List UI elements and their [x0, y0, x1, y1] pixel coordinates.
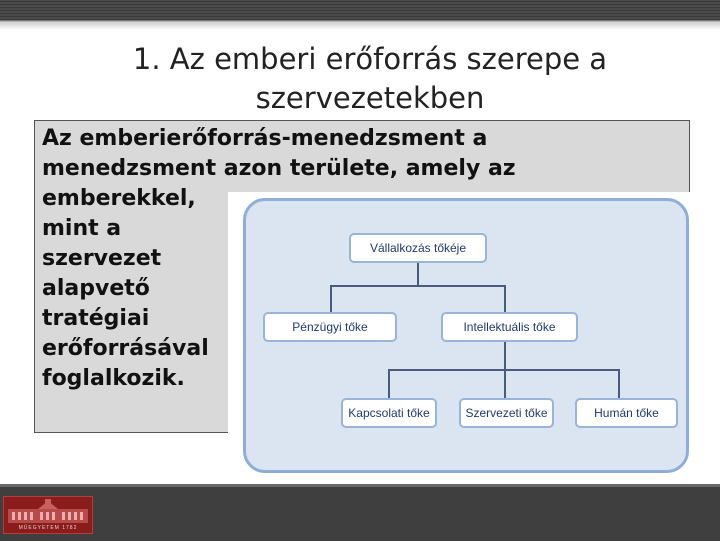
- body-line: erőforrásával: [42, 336, 209, 361]
- body-line: szervezet: [42, 246, 162, 271]
- body-line: mint a: [42, 216, 122, 241]
- body-line: emberekkel,: [42, 186, 196, 211]
- title-line-1: 1. Az emberi erőforrás szerepe a: [132, 42, 608, 76]
- node-kapcsolati-toke: Kapcsolati tőke: [341, 398, 437, 428]
- body-line: menedzsment azon területe, amely az: [42, 156, 516, 181]
- university-logo: [3, 496, 93, 534]
- connector-to-human: [618, 369, 620, 398]
- logo-caption: MŰEGYETEM 1782: [18, 525, 78, 531]
- connector-to-intellektualis: [504, 285, 506, 312]
- node-penzugyi-toke: Pénzügyi tőke: [263, 312, 397, 342]
- node-szervezeti-toke: Szervezeti tőke: [459, 398, 554, 428]
- slide-title: [60, 40, 680, 118]
- connector-to-penzugyi: [330, 285, 332, 312]
- building-icon: [4, 497, 92, 527]
- connector-to-kapcsolati: [388, 369, 390, 398]
- top-band-gradient: [0, 20, 720, 36]
- body-line: Az emberierőforrás-menedzsment a: [42, 126, 488, 151]
- connector-to-szervezeti: [504, 369, 506, 398]
- capital-hierarchy-diagram: [243, 198, 689, 473]
- top-decorative-band: [0, 0, 720, 20]
- body-line: tratégiai: [42, 306, 150, 331]
- node-vallalkozas-tokeje: Vállalkozás tőkéje: [349, 233, 487, 263]
- connector-level2-bar: [388, 369, 618, 371]
- title-line-2: szervezetekben: [255, 81, 485, 115]
- footer-bar: [0, 487, 720, 541]
- body-line: foglalkozik.: [42, 366, 185, 391]
- connector-intellektualis-down: [504, 341, 506, 369]
- node-human-toke: Humán tőke: [575, 398, 678, 428]
- connector-root-down: [417, 263, 419, 285]
- connector-level1-bar: [330, 285, 506, 287]
- node-intellektualis-toke: Intellektuális tőke: [441, 312, 578, 342]
- body-line: alapvető: [42, 276, 150, 301]
